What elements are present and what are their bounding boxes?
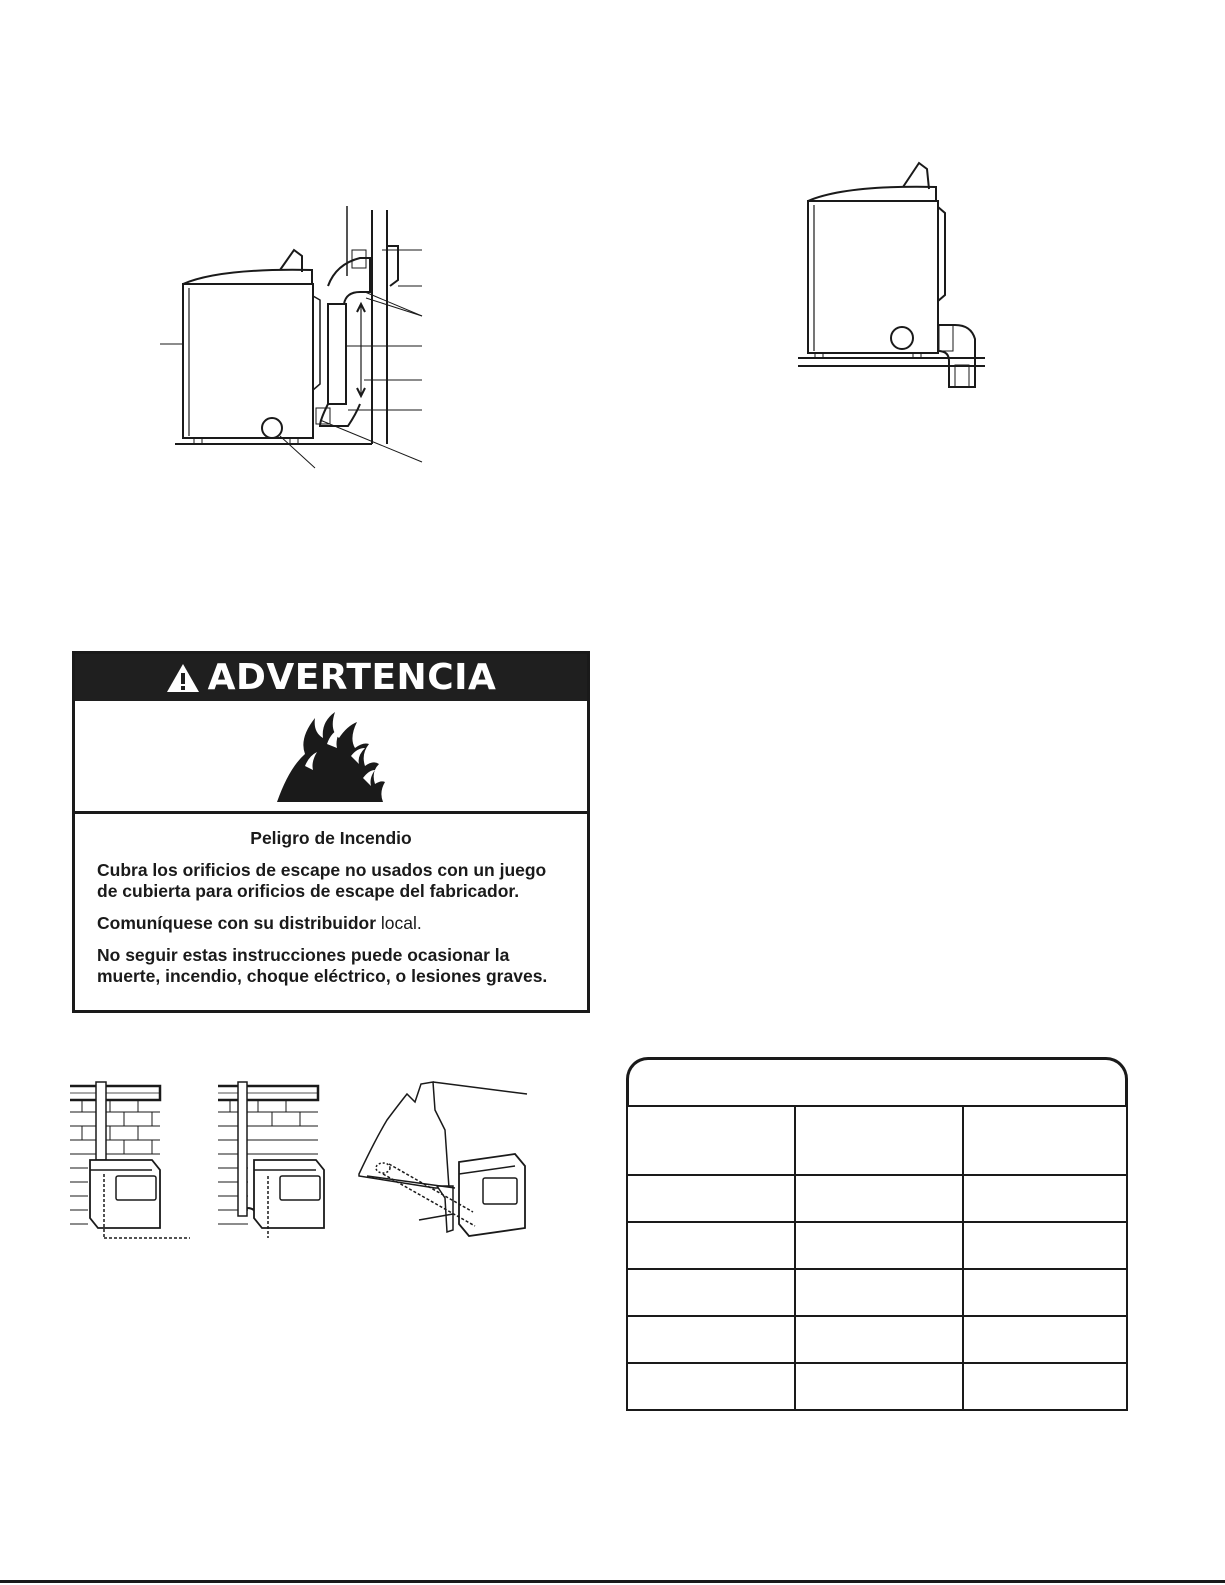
warning-title: ADVERTENCIA xyxy=(207,657,497,698)
dryer-bottom-vent-figure xyxy=(795,155,995,400)
vent-to-side-illustration xyxy=(355,1080,535,1250)
vent-through-roof-illustration xyxy=(70,1078,195,1246)
table-row xyxy=(627,1363,1127,1410)
table-cell xyxy=(795,1106,963,1175)
table-row xyxy=(627,1222,1127,1269)
hazard-symbol-area xyxy=(75,701,587,814)
table-cell xyxy=(963,1363,1127,1410)
table-row xyxy=(627,1106,1127,1175)
warning-subtitle: Peligro de Incendio xyxy=(250,828,412,848)
warning-body xyxy=(75,814,587,987)
table-row xyxy=(627,1269,1127,1316)
fire-icon xyxy=(271,708,391,804)
table-cell xyxy=(963,1222,1127,1269)
table-cell xyxy=(963,1316,1127,1363)
vent-length-table xyxy=(626,1057,1128,1397)
table-row xyxy=(627,1316,1127,1363)
warning-line-contact-a: Comuníquese con su distribuidor xyxy=(97,913,381,933)
fire-hazard-warning xyxy=(72,651,590,1013)
table-cell xyxy=(627,1106,795,1175)
table-cell xyxy=(963,1106,1127,1175)
table-cell xyxy=(795,1222,963,1269)
vent-through-wall-illustration xyxy=(218,1078,328,1246)
table-cell xyxy=(627,1316,795,1363)
table-cell xyxy=(795,1363,963,1410)
warning-line-cover: Cubra los orificios de escape no usados con un juego de cubierta para orificios de escape del fabricador. xyxy=(97,860,547,901)
warning-header xyxy=(75,654,587,701)
warning-line-consequence: No seguir estas instrucciones puede ocasionar la muerte, incendio, choque eléctrico, o lesiones graves. xyxy=(97,945,548,986)
table-header xyxy=(626,1057,1128,1107)
warning-triangle-icon xyxy=(166,662,200,694)
table-cell xyxy=(627,1175,795,1222)
warning-line-contact xyxy=(97,913,565,934)
table-cell xyxy=(795,1175,963,1222)
roof-vent-figure xyxy=(70,1078,195,1246)
page-bottom-rule xyxy=(0,1580,1225,1583)
table-cell xyxy=(627,1269,795,1316)
dryer-bottom-vent-illustration xyxy=(795,155,995,400)
table-cell xyxy=(627,1363,795,1410)
dryer-periscope-figure xyxy=(160,200,430,475)
table-cell xyxy=(795,1316,963,1363)
table-cell xyxy=(963,1175,1127,1222)
side-vent-figure xyxy=(355,1080,535,1250)
dryer-rear-vent-periscope-illustration xyxy=(160,200,430,475)
table-cell xyxy=(627,1222,795,1269)
warning-line-contact-b: local. xyxy=(380,913,422,933)
table-cell xyxy=(963,1269,1127,1316)
table-cell xyxy=(795,1269,963,1316)
table-row xyxy=(627,1175,1127,1222)
table-grid xyxy=(626,1105,1128,1411)
wall-vent-figure xyxy=(218,1078,328,1246)
